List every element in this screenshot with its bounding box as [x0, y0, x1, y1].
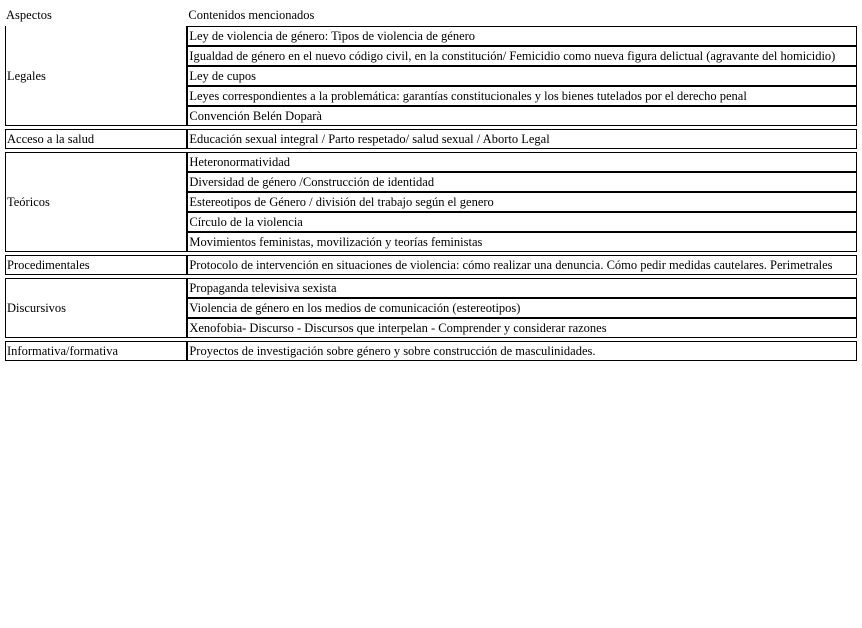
- header-contenidos: Contenidos mencionados: [188, 8, 315, 22]
- table-row: [5, 26, 857, 46]
- content-cell: Violencia de género en los medios de comunicación (estereotipos): [187, 298, 857, 318]
- content-cell: Convención Belén Doparà: [187, 106, 857, 126]
- table-row: [5, 278, 857, 298]
- content-cell: Protocolo de intervención en situaciones de violencia: cómo realizar una denuncia. Cómo pedir medidas cautelares. Perimetrales: [187, 255, 857, 275]
- aspects-table: [5, 6, 857, 361]
- content-cell: Movimientos feministas, movilización y teorías feministas: [187, 232, 857, 252]
- aspect-cell: Teóricos: [5, 152, 187, 252]
- content-cell: Educación sexual integral / Parto respetado/ salud sexual / Aborto Legal: [187, 129, 857, 149]
- aspect-cell: Procedimentales: [5, 255, 187, 275]
- content-cell: Ley de cupos: [187, 66, 857, 86]
- aspect-cell: Legales: [5, 26, 187, 126]
- content-cell: Propaganda televisiva sexista: [187, 278, 857, 298]
- content-cell: Igualdad de género en el nuevo código civil, en la constitución/ Femicidio como nueva figura delictual (agravante del homicidio): [187, 46, 857, 66]
- table-row: [5, 341, 857, 361]
- table-header-row: [5, 6, 857, 26]
- content-cell: Estereotipos de Género / división del trabajo según el genero: [187, 192, 857, 212]
- content-cell: Ley de violencia de género: Tipos de violencia de género: [187, 26, 857, 46]
- aspect-cell: Discursivos: [5, 278, 187, 338]
- content-cell: Círculo de la violencia: [187, 212, 857, 232]
- table-row: [5, 129, 857, 149]
- header-aspectos: Aspectos: [6, 8, 52, 22]
- table-row: [5, 152, 857, 172]
- content-cell: Diversidad de género /Construcción de identidad: [187, 172, 857, 192]
- content-cell: Xenofobia- Discurso - Discursos que interpelan - Comprender y considerar razones: [187, 318, 857, 338]
- content-cell: Heteronormatividad: [187, 152, 857, 172]
- content-cell: Leyes correspondientes a la problemática: garantías constitucionales y los bienes tutelados por el derecho penal: [187, 86, 857, 106]
- content-cell: Proyectos de investigación sobre género y sobre construcción de masculinidades.: [187, 341, 857, 361]
- aspect-cell: Informativa/formativa: [5, 341, 187, 361]
- aspect-cell: Acceso a la salud: [5, 129, 187, 149]
- table-row: [5, 255, 857, 275]
